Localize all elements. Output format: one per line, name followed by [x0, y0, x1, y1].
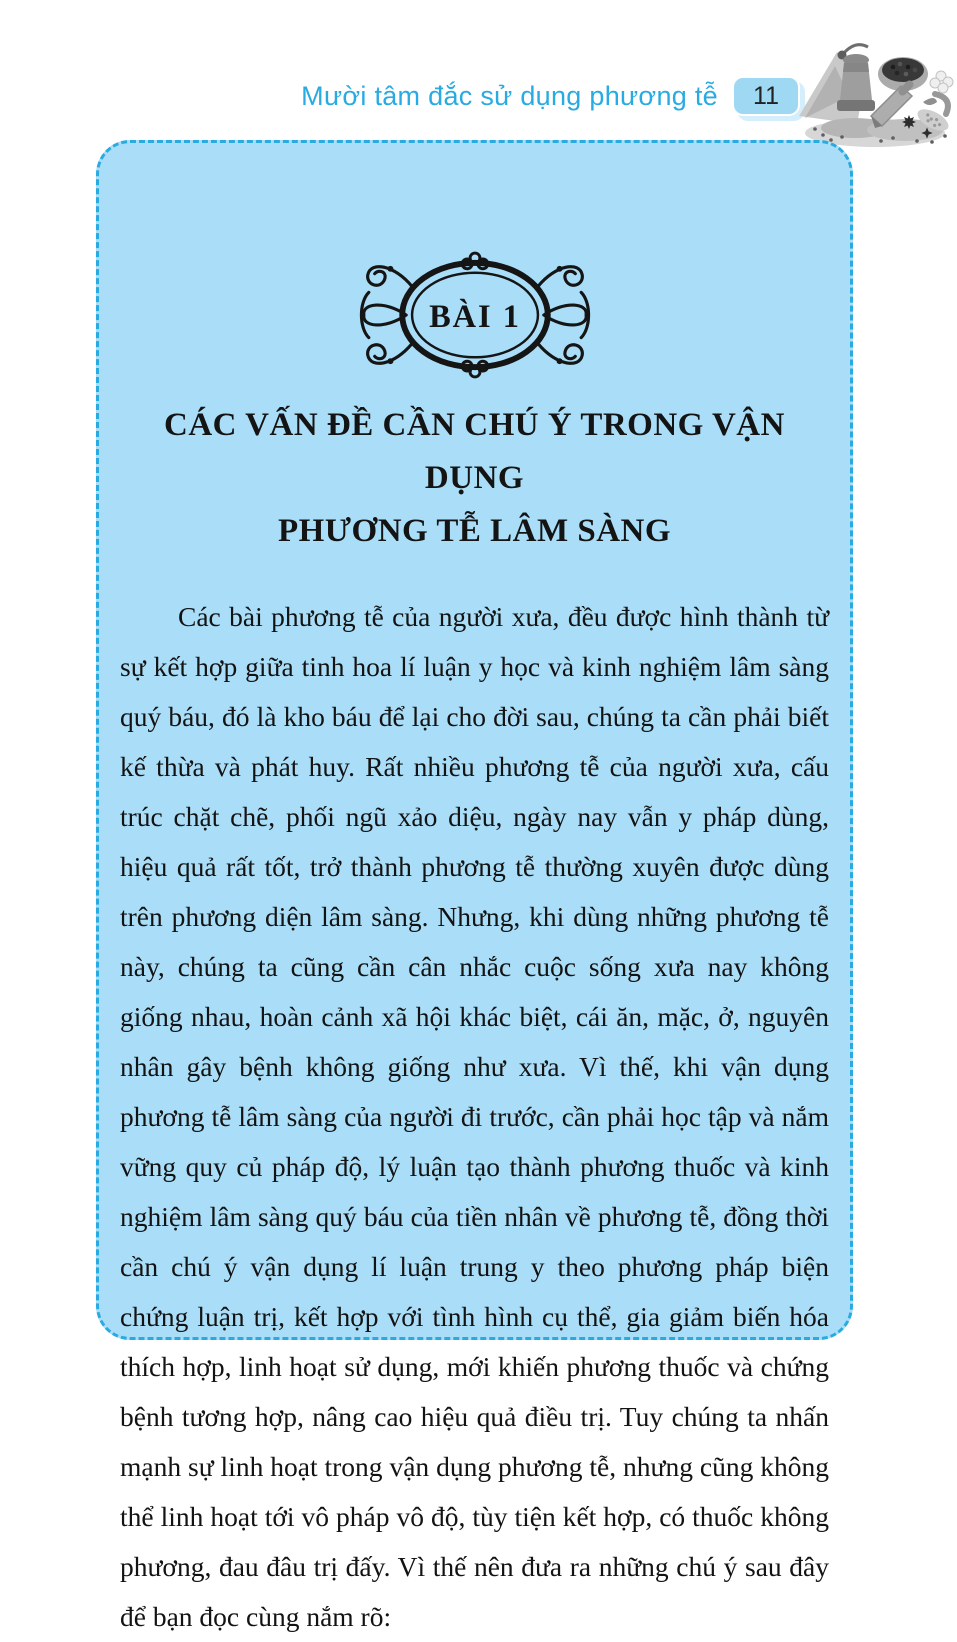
page-number: 11 [753, 81, 779, 110]
lesson-badge-label: BÀI 1 [428, 298, 521, 335]
page-header [0, 76, 800, 116]
content-panel [96, 140, 853, 1632]
body-paragraph: Các bài phương tễ của người xưa, đều được hình thành từ sự kết hợp giữa tinh hoa lí luận y học và kinh nghiệm lâm sàng quý báu, đó là kho báu để lại cho đời sau, chúng ta cần phải biết kế thừa và phát huy. Rất nhiều phương tễ của người xưa, cấu trúc chặt chẽ, phối ngũ xảo diệu, ngày nay vẫn y pháp dùng, hiệu quả rất tốt, trở thành phương tễ thường xuyên được dùng trên phương diện lâm sàng. Nhưng, khi dùng những phương tễ này, chúng ta cũng cần cân nhắc cuộc sống xưa nay không giống nhau, hoàn cảnh xã hội khác biệt, cái ăn, mặc, ở, nguyên nhân gây bệnh không giống như xưa. Vì thế, khi vận dụng phương tễ lâm sàng của người đi trước, cần phải học tập và nắm vững quy củ pháp độ, lý luận tạo thành phương thuốc và kinh nghiệm lâm sàng quý báu của tiền nhân về phương tễ, đồng thời cần chú ý vận dụng lí luận trung y theo phương pháp biện chứng luận trị, kết hợp với tình hình cụ thể, gia giảm biến hóa thích hợp, linh hoạt sử dụng, mới khiến phương thuốc và chứng bệnh tương hợp, nâng cao hiệu quả điều trị. Tuy chúng ta nhấn mạnh sự linh hoạt trong vận dụng phương tễ, nhưng cũng không thể linh hoạt tới vô pháp vô độ, tùy tiện kết hợp, có thuốc không phương, đau đâu trị đấy. Vì thế nên đưa ra những chú ý sau đây để bạn đọc cùng nắm rõ: [120, 601, 829, 1632]
page-title-line1: CÁC VẤN ĐỀ CẦN CHÚ Ý TRONG VẬN DỤNG [164, 407, 785, 496]
panel-content [99, 251, 850, 1642]
running-title: Mười tâm đắc sử dụng phương tễ [301, 80, 718, 111]
lesson-ornament [357, 251, 593, 379]
page-title-line2: PHƯƠNG TỄ LÂM SÀNG [277, 513, 672, 549]
spices-photo-icon [785, 36, 955, 151]
page-title [120, 399, 829, 558]
